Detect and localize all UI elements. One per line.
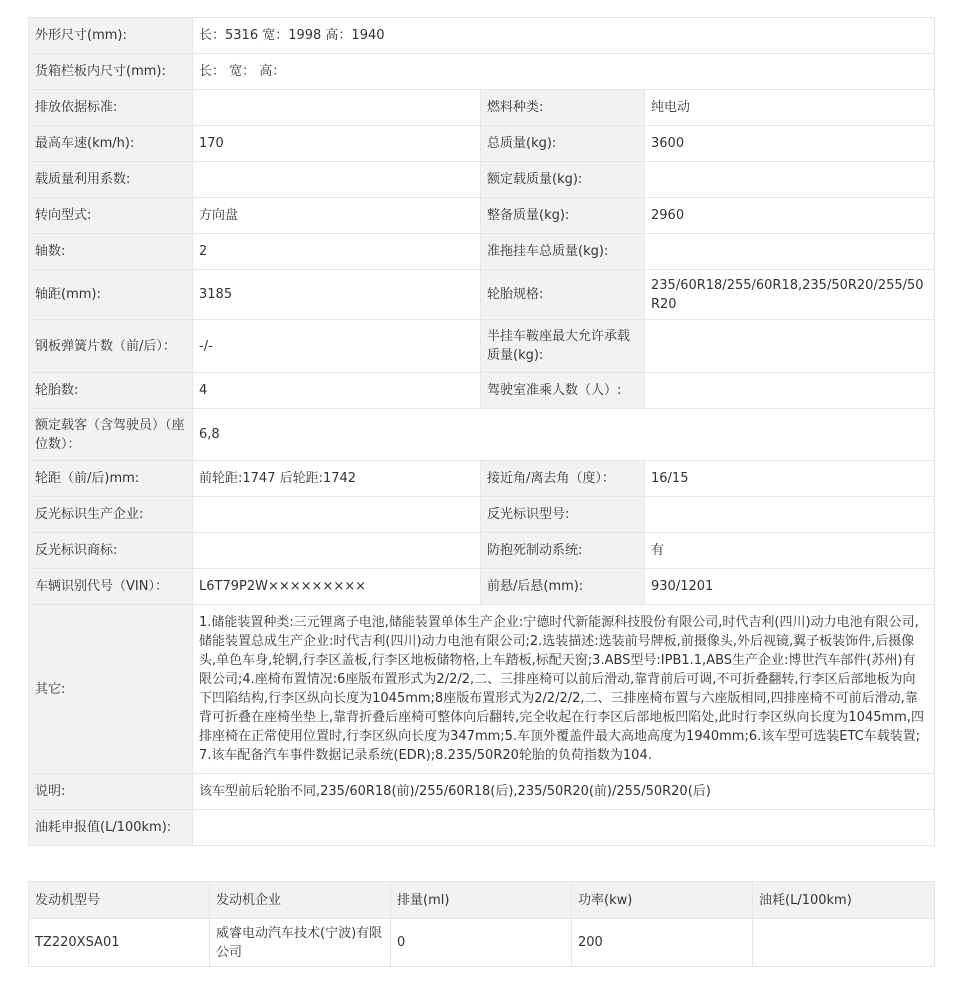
fuel-consumption-cell — [753, 919, 935, 967]
vin-label: 车辆识别代号（VIN）： — [29, 569, 193, 605]
semi-label: 半挂车鞍座最大允许承载质量(kg): — [481, 320, 645, 373]
reflect-model-label: 反光标识型号: — [481, 497, 645, 533]
fuel-value: 纯电动 — [645, 90, 935, 126]
spec-row-steering — [29, 198, 935, 234]
trailer-value — [645, 234, 935, 270]
engine-table — [28, 881, 935, 967]
reflect-brand-label: 反光标识商标: — [29, 533, 193, 569]
semi-value — [645, 320, 935, 373]
spec-row-reflect-brand — [29, 533, 935, 569]
abs-value: 有 — [645, 533, 935, 569]
fuel-consumption-header: 油耗(L/100km) — [753, 882, 935, 919]
spec-row-spring — [29, 320, 935, 373]
track-label: 轮距（前/后)mm: — [29, 461, 193, 497]
spec-row-fuel-report — [29, 810, 935, 846]
engine-company-cell: 威睿电动汽车技术(宁波)有限公司 — [210, 919, 391, 967]
spec-row-dimensions — [29, 18, 935, 54]
note-label: 说明: — [29, 774, 193, 810]
curb-value: 2960 — [645, 198, 935, 234]
vin-value: L6T79P2W××××××××× — [193, 569, 481, 605]
total-mass-label: 总质量(kg): — [481, 126, 645, 162]
tire-label: 轮胎规格: — [481, 270, 645, 320]
track-value: 前轮距:1747 后轮距:1742 — [193, 461, 481, 497]
overhang-label: 前悬/后悬(mm): — [481, 569, 645, 605]
reflect-maker-label: 反光标识生产企业: — [29, 497, 193, 533]
displacement-header: 排量(ml) — [391, 882, 572, 919]
overhang-value: 930/1201 — [645, 569, 935, 605]
vehicle-spec-table — [28, 17, 935, 846]
wheelbase-value: 3185 — [193, 270, 481, 320]
steering-label: 转向型式: — [29, 198, 193, 234]
spec-row-emission — [29, 90, 935, 126]
seats-label: 额定载客（含驾驶员）（座位数）： — [29, 409, 193, 461]
spec-row-cargo — [29, 54, 935, 90]
seats-value: 6,8 — [193, 409, 935, 461]
cab-value — [645, 373, 935, 409]
steering-value: 方向盘 — [193, 198, 481, 234]
trailer-label: 准拖挂车总质量(kg): — [481, 234, 645, 270]
emission-value — [193, 90, 481, 126]
engine-header-row — [29, 882, 935, 919]
emission-label: 排放依据标准: — [29, 90, 193, 126]
fuel-report-value — [193, 810, 935, 846]
load-coef-label: 载质量利用系数: — [29, 162, 193, 198]
spec-row-other — [29, 605, 935, 774]
displacement-cell: 0 — [391, 919, 572, 967]
curb-label: 整备质量(kg): — [481, 198, 645, 234]
total-mass-value: 3600 — [645, 126, 935, 162]
tire-value: 235/60R18/255/60R18,235/50R20/255/50R20 — [645, 270, 935, 320]
rated-load-value — [645, 162, 935, 198]
speed-value: 170 — [193, 126, 481, 162]
engine-company-header: 发动机企业 — [210, 882, 391, 919]
spring-value: -/- — [193, 320, 481, 373]
cargo-label: 货箱栏板内尺寸(mm): — [29, 54, 193, 90]
engine-model-header: 发动机型号 — [29, 882, 210, 919]
fuel-label: 燃料种类: — [481, 90, 645, 126]
spec-row-note — [29, 774, 935, 810]
reflect-brand-value — [193, 533, 481, 569]
power-cell: 200 — [572, 919, 753, 967]
angle-label: 接近角/离去角（度）： — [481, 461, 645, 497]
axles-label: 轴数: — [29, 234, 193, 270]
load-coef-value — [193, 162, 481, 198]
spec-row-vin — [29, 569, 935, 605]
reflect-maker-value — [193, 497, 481, 533]
abs-label: 防抱死制动系统: — [481, 533, 645, 569]
dims-label: 外形尺寸(mm): — [29, 18, 193, 54]
engine-model-cell: TZ220XSA01 — [29, 919, 210, 967]
other-label: 其它: — [29, 605, 193, 774]
power-header: 功率(kw) — [572, 882, 753, 919]
axles-value: 2 — [193, 234, 481, 270]
speed-label: 最高车速(km/h): — [29, 126, 193, 162]
spec-row-track — [29, 461, 935, 497]
note-value: 该车型前后轮胎不同,235/60R18(前)/255/60R18(后),235/50R20(前)/255/50R20(后) — [193, 774, 935, 810]
reflect-model-value — [645, 497, 935, 533]
spec-row-axles — [29, 234, 935, 270]
tires-value: 4 — [193, 373, 481, 409]
spec-row-load — [29, 162, 935, 198]
table-row — [29, 919, 935, 967]
spec-row-speed — [29, 126, 935, 162]
wheelbase-label: 轴距(mm): — [29, 270, 193, 320]
fuel-report-label: 油耗申报值(L/100km): — [29, 810, 193, 846]
tires-label: 轮胎数: — [29, 373, 193, 409]
spec-row-tires — [29, 373, 935, 409]
angle-value: 16/15 — [645, 461, 935, 497]
dims-value: 长：5316 宽：1998 高：1940 — [193, 18, 935, 54]
cargo-value: 长： 宽： 高： — [193, 54, 935, 90]
other-value: 1.储能装置种类:三元锂离子电池,储能装置单体生产企业:宁德时代新能源科技股份有限公司,时代吉利(四川)动力电池有限公司,储能装置总成生产企业:时代吉利(四川)动力电池有限公司;2.选装描述:选装前号牌板,前摄像头,外后视镜,翼子板装饰件,后摄像头,单色车身,轮辋,行李区盖板,行李区地板储物格,上车踏板,标配天窗;3.ABS型号:IPB1.1,ABS生产企业:博世汽车部件(苏州)有限公司;4.座椅布置情况:6座版布置形式为2/2/2,二、三排座椅可以前后滑动,靠背前后可调,不可折叠翻转,行李区后部地板为向下凹陷结构,行李区纵向长度为1045mm;8座版布置形式为2/2/2/2,二、三排座椅布置与六座版相同,四排座椅不可前后滑动,靠背可折叠在座椅坐垫上,靠背折叠后座椅可整体向后翻转,完全收起在行李区后部地板凹陷处,此时行李区纵向长度为1045mm,四排座椅在正常使用位置时,行李区纵向长度为347mm;5.车顶外覆盖件最大高地高度为1940mm;6.该车型可选装ETC车载装置;7.该车配备汽车事件数据记录系统(EDR);8.235/50R20轮胎的负荷指数为104. — [193, 605, 935, 774]
cab-label: 驾驶室准乘人数（人）: — [481, 373, 645, 409]
spec-row-wheelbase — [29, 270, 935, 320]
spec-row-reflect-maker — [29, 497, 935, 533]
rated-load-label: 额定载质量(kg): — [481, 162, 645, 198]
spring-label: 钢板弹簧片数（前/后）： — [29, 320, 193, 373]
spec-row-seats — [29, 409, 935, 461]
